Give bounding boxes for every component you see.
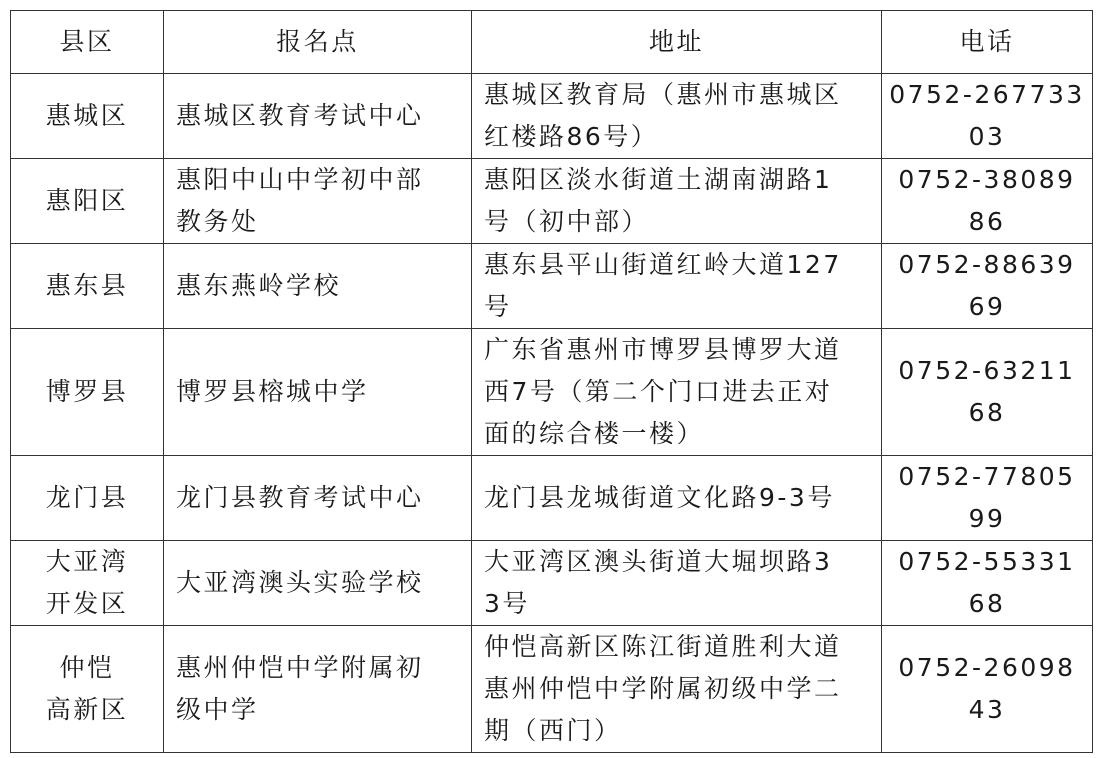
site-cell bbox=[164, 244, 472, 329]
address-line: 惠州仲恺中学附属初级中学二 bbox=[484, 674, 842, 703]
phone-line: 68 bbox=[968, 589, 1006, 618]
county-cell bbox=[11, 244, 164, 329]
site-line: 惠州仲恺中学附属初 bbox=[176, 653, 424, 682]
phone-line: 0752-38089 bbox=[898, 165, 1076, 194]
phone-line: 0752-26098 bbox=[898, 653, 1076, 682]
phone-cell bbox=[882, 74, 1093, 159]
address-line: 大亚湾区澳头街道大堀坝路3 bbox=[484, 547, 833, 576]
table-row bbox=[11, 74, 1093, 159]
address-line: 号（初中部） bbox=[484, 207, 650, 236]
phone-line: 0752-63211 bbox=[898, 356, 1076, 385]
county-line: 惠城区 bbox=[45, 101, 129, 130]
site-cell bbox=[164, 74, 472, 159]
table-row bbox=[11, 541, 1093, 626]
address-line: 仲恺高新区陈江街道胜利大道 bbox=[484, 632, 842, 661]
address-line: 龙门县龙城街道文化路9-3号 bbox=[484, 483, 835, 512]
address-cell bbox=[472, 541, 882, 626]
table-row bbox=[11, 456, 1093, 541]
address-line: 3号 bbox=[484, 589, 530, 618]
address-line: 西7号（第二个门口进去正对 bbox=[484, 377, 833, 406]
county-cell bbox=[11, 541, 164, 626]
address-cell bbox=[472, 456, 882, 541]
address-cell bbox=[472, 626, 882, 753]
phone-line: 0752-267733 bbox=[889, 80, 1085, 109]
header-county: 县区 bbox=[11, 11, 164, 74]
phone-line: 0752-77805 bbox=[898, 462, 1076, 491]
site-cell bbox=[164, 329, 472, 456]
site-cell bbox=[164, 626, 472, 753]
site-line: 博罗县榕城中学 bbox=[176, 377, 369, 406]
county-cell bbox=[11, 74, 164, 159]
phone-cell bbox=[882, 456, 1093, 541]
address-line: 号 bbox=[484, 292, 512, 321]
site-line: 惠城区教育考试中心 bbox=[176, 101, 424, 130]
county-line: 博罗县 bbox=[45, 377, 129, 406]
address-cell bbox=[472, 244, 882, 329]
address-line: 惠城区教育局（惠州市惠城区 bbox=[484, 80, 842, 109]
site-cell bbox=[164, 159, 472, 244]
address-line: 广东省惠州市博罗县博罗大道 bbox=[484, 335, 842, 364]
county-line: 开发区 bbox=[45, 589, 129, 618]
table-header-row bbox=[11, 11, 1093, 74]
address-line: 惠东县平山街道红岭大道127 bbox=[484, 250, 842, 279]
county-line: 龙门县 bbox=[45, 483, 129, 512]
header-phone: 电话 bbox=[882, 11, 1093, 74]
phone-cell bbox=[882, 159, 1093, 244]
phone-line: 86 bbox=[968, 207, 1006, 236]
phone-cell bbox=[882, 626, 1093, 753]
phone-cell bbox=[882, 541, 1093, 626]
address-cell bbox=[472, 74, 882, 159]
county-line: 高新区 bbox=[45, 695, 129, 724]
county-line: 惠东县 bbox=[45, 271, 129, 300]
registration-sites-table bbox=[10, 10, 1093, 753]
address-line: 红楼路86号） bbox=[484, 122, 659, 151]
address-line: 面的综合楼一楼） bbox=[484, 419, 705, 448]
county-line: 仲恺 bbox=[59, 653, 115, 682]
site-cell bbox=[164, 541, 472, 626]
phone-line: 0752-88639 bbox=[898, 250, 1076, 279]
address-line: 期（西门） bbox=[484, 716, 622, 745]
county-cell bbox=[11, 626, 164, 753]
address-cell bbox=[472, 329, 882, 456]
phone-line: 0752-55331 bbox=[898, 547, 1076, 576]
header-site: 报名点 bbox=[164, 11, 472, 74]
site-line: 教务处 bbox=[176, 207, 259, 236]
county-cell bbox=[11, 159, 164, 244]
site-line: 龙门县教育考试中心 bbox=[176, 483, 424, 512]
table-row bbox=[11, 244, 1093, 329]
site-line: 惠阳中山中学初中部 bbox=[176, 165, 424, 194]
phone-line: 43 bbox=[968, 695, 1006, 724]
site-line: 惠东燕岭学校 bbox=[176, 271, 342, 300]
county-cell bbox=[11, 329, 164, 456]
phone-cell bbox=[882, 244, 1093, 329]
table-row bbox=[11, 626, 1093, 753]
county-cell bbox=[11, 456, 164, 541]
phone-line: 68 bbox=[968, 398, 1006, 427]
phone-line: 03 bbox=[968, 122, 1006, 151]
phone-cell bbox=[882, 329, 1093, 456]
address-line: 惠阳区淡水街道土湖南湖路1 bbox=[484, 165, 833, 194]
site-cell bbox=[164, 456, 472, 541]
county-line: 惠阳区 bbox=[45, 186, 129, 215]
site-line: 级中学 bbox=[176, 695, 259, 724]
address-cell bbox=[472, 159, 882, 244]
county-line: 大亚湾 bbox=[45, 547, 129, 576]
table-row bbox=[11, 159, 1093, 244]
phone-line: 99 bbox=[968, 504, 1006, 533]
site-line: 大亚湾澳头实验学校 bbox=[176, 568, 424, 597]
phone-line: 69 bbox=[968, 292, 1006, 321]
header-address: 地址 bbox=[472, 11, 882, 74]
table-row bbox=[11, 329, 1093, 456]
